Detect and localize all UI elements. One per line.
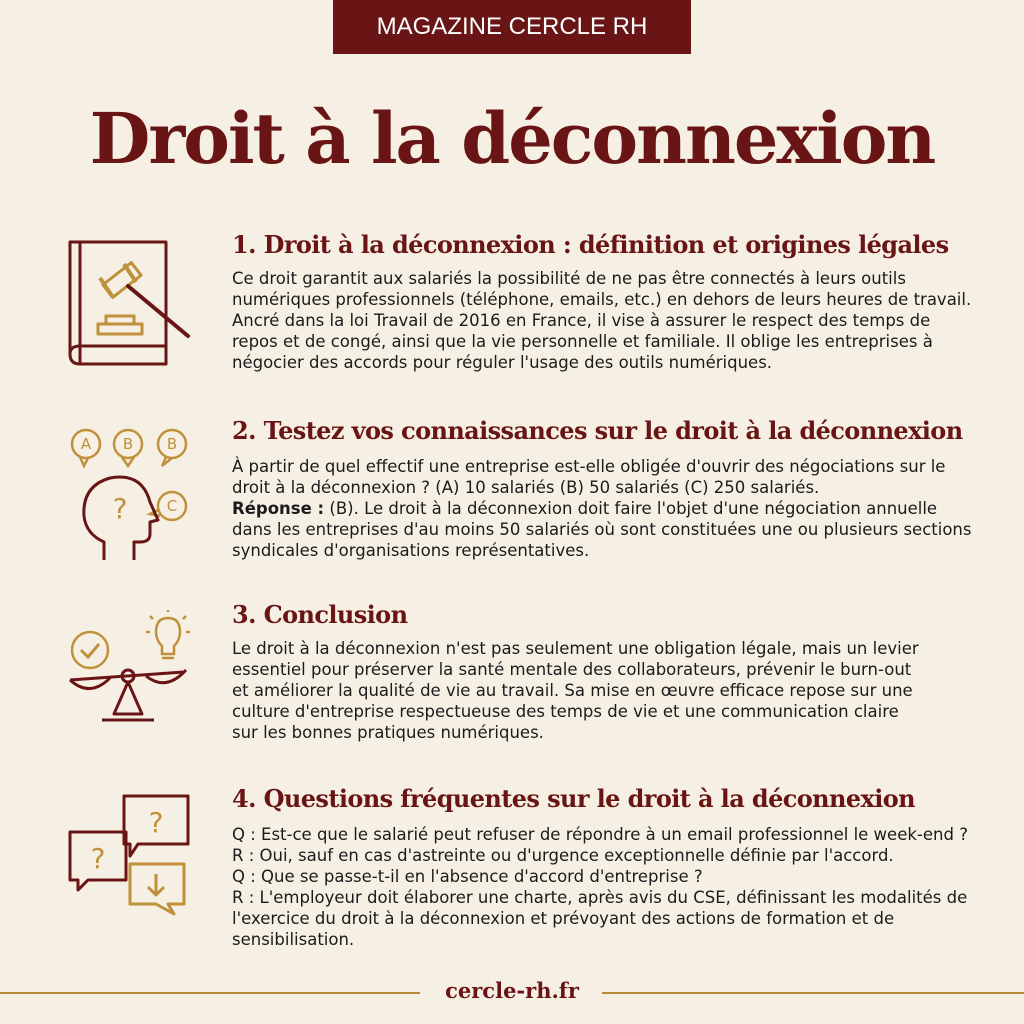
body-line: sur les bonnes pratiques numériques.	[232, 723, 544, 742]
section-body	[232, 456, 992, 561]
faq-line: R : Oui, sauf en cas d'astreinte ou d'urgence exceptionnelle définie par l'accord.	[232, 846, 894, 865]
body-line: culture d'entreprise respectueuse des temps de vie et une communication claire	[232, 702, 899, 721]
quiz-head-icon	[64, 424, 194, 564]
body-line: repos et de congé, ainsi que la vie personnelle et familiale. Il oblige les entreprises à	[232, 332, 933, 351]
page-title: Droit à la déconnexion	[89, 97, 935, 180]
body-line: droit à la déconnexion ? (A) 10 salariés (B) 50 salariés (C) 250 salariés.	[232, 478, 820, 497]
faq-line: Q : Que se passe-t-il en l'absence d'accord d'entreprise ?	[232, 867, 703, 886]
footer-site-link[interactable]: cercle-rh.fr	[445, 978, 579, 1003]
answer-label: Réponse :	[232, 499, 325, 518]
law-book-gavel-icon	[62, 236, 192, 376]
faq-bubbles-icon	[64, 790, 194, 920]
section-body	[232, 638, 992, 743]
section-title: 2. Testez vos connaissances sur le droit à la déconnexion	[232, 416, 963, 445]
svg-text:?: ?	[112, 492, 128, 525]
body-line: À partir de quel effectif une entreprise est-elle obligée d'ouvrir des négociations sur le	[232, 457, 946, 476]
balance-scale-icon	[62, 610, 194, 730]
section-body	[232, 824, 992, 950]
body-line: dans les entreprises d'au moins 50 salariés où sont constituées une ou plusieurs sections	[232, 520, 972, 539]
body-line: essentiel pour préserver la santé mentale des collaborateurs, prévenir le burn-out	[232, 660, 912, 679]
faq-line: sensibilisation.	[232, 930, 355, 949]
section-title: 3. Conclusion	[232, 600, 408, 629]
answer-line	[232, 498, 992, 519]
body-line: syndicales d'organisations représentatives.	[232, 541, 590, 560]
section-title: 1. Droit à la déconnexion : définition et origines légales	[232, 230, 949, 259]
faq-line: l'exercice du droit à la déconnexion et prévoyant des actions de formation et de	[232, 909, 895, 928]
svg-text:B: B	[122, 435, 134, 453]
body-line: et améliorer la qualité de vie au travail. Sa mise en œuvre efficace repose sur une	[232, 681, 913, 700]
section-title: 4. Questions fréquentes sur le droit à la déconnexion	[232, 784, 916, 813]
svg-text:C: C	[166, 497, 178, 515]
faq-line: R : L'employeur doit élaborer une charte, après avis du CSE, définissant les modalités de	[232, 888, 968, 907]
section-body	[232, 268, 992, 373]
body-line: Ce droit garantit aux salariés la possibilité de ne pas être connectés à leurs outils	[232, 269, 906, 288]
magazine-banner: MAGAZINE CERCLE RH	[333, 0, 691, 54]
answer-text: (B). Le droit à la déconnexion doit faire l'objet d'une négociation annuelle	[324, 499, 938, 518]
svg-text:?: ?	[90, 842, 106, 875]
body-line: Le droit à la déconnexion n'est pas seulement une obligation légale, mais un levier	[232, 639, 919, 658]
body-line: numériques professionnels (téléphone, emails, etc.) en dehors de leurs heures de travail.	[232, 290, 972, 309]
svg-text:?: ?	[148, 806, 164, 839]
faq-line: Q : Est-ce que le salarié peut refuser de répondre à un email professionnel le week-end ?	[232, 825, 968, 844]
svg-text:A: A	[80, 435, 92, 453]
body-line: négocier des accords pour réguler l'usage des outils numériques.	[232, 353, 773, 372]
svg-text:B: B	[166, 435, 178, 453]
body-line: Ancré dans la loi Travail de 2016 en France, il vise à assurer le respect des temps de	[232, 311, 931, 330]
